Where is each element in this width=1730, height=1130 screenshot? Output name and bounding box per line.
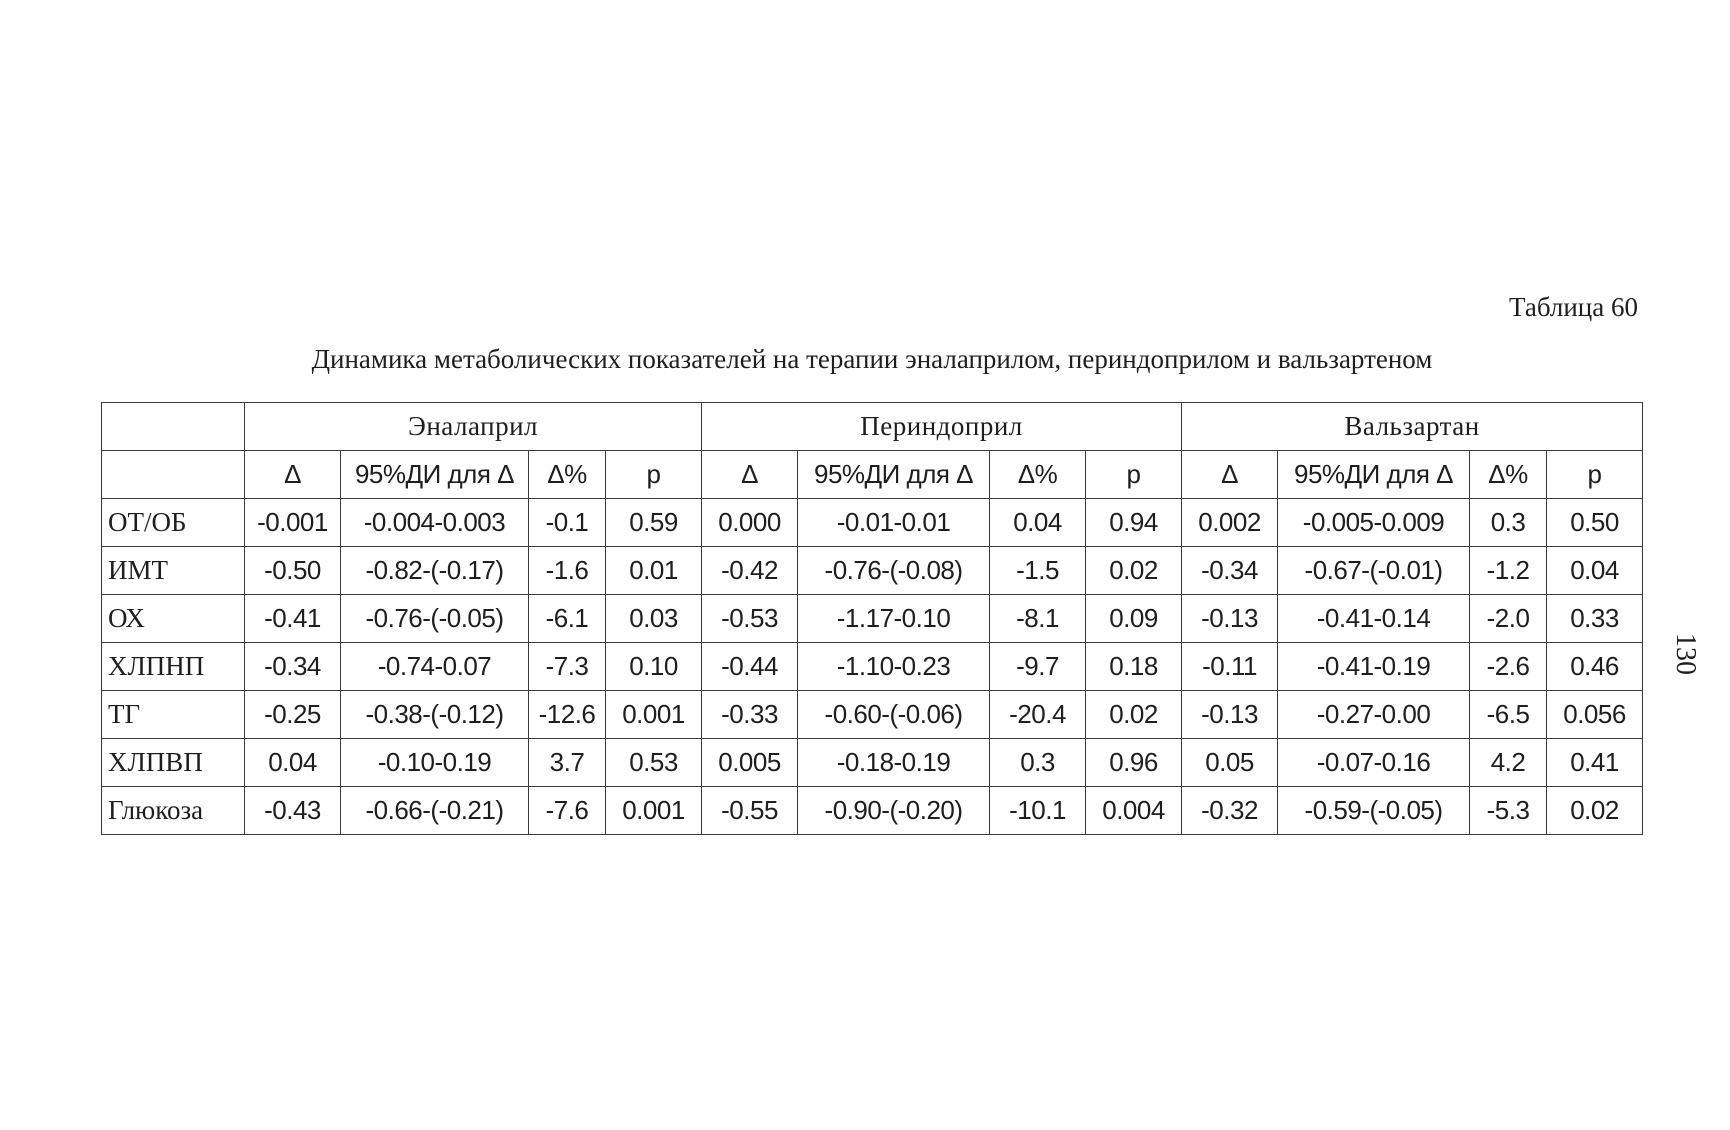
subheader-cell: 95%ДИ для Δ [1278, 451, 1470, 499]
table-cell: 3.7 [529, 739, 606, 787]
table-cell: 0.18 [1086, 643, 1182, 691]
subheader-cell: Δ% [990, 451, 1086, 499]
table-cell: -0.07-0.16 [1278, 739, 1470, 787]
table-cell: 0.004 [1086, 787, 1182, 835]
table-cell: -0.18-0.19 [798, 739, 990, 787]
table-row [102, 499, 1643, 547]
table-cell: 0.056 [1547, 691, 1643, 739]
subheader-cell: Δ [702, 451, 798, 499]
group-header-enalapril: Эналаприл [245, 403, 702, 451]
table-cell: 0.03 [606, 595, 702, 643]
table-cell: -1.6 [529, 547, 606, 595]
table-cell: 0.53 [606, 739, 702, 787]
table-cell: 0.005 [702, 739, 798, 787]
table-cell: -0.53 [702, 595, 798, 643]
table-row [102, 643, 1643, 691]
table-cell: -0.41-0.19 [1278, 643, 1470, 691]
row-label: ИМТ [102, 547, 245, 595]
table-cell: -0.33 [702, 691, 798, 739]
subheader-cell: p [1547, 451, 1643, 499]
table-cell: 0.41 [1547, 739, 1643, 787]
table-row [102, 787, 1643, 835]
table-cell: -0.76-(-0.05) [341, 595, 529, 643]
table-cell: 0.01 [606, 547, 702, 595]
table-cell: 0.3 [990, 739, 1086, 787]
table-cell: -1.2 [1470, 547, 1547, 595]
table-cell: -0.1 [529, 499, 606, 547]
subheader-corner-cell [102, 451, 245, 499]
table-cell: -20.4 [990, 691, 1086, 739]
subheader-cell: p [1086, 451, 1182, 499]
row-label: Глюкоза [102, 787, 245, 835]
table-cell: -0.004-0.003 [341, 499, 529, 547]
table-cell: 0.04 [245, 739, 341, 787]
table-cell: -0.60-(-0.06) [798, 691, 990, 739]
table-cell: -9.7 [990, 643, 1086, 691]
metabolic-dynamics-table [101, 402, 1643, 835]
table-cell: -2.6 [1470, 643, 1547, 691]
table-cell: -0.13 [1182, 595, 1278, 643]
table-cell: -0.001 [245, 499, 341, 547]
table-cell: -0.66-(-0.21) [341, 787, 529, 835]
table-cell: -0.38-(-0.12) [341, 691, 529, 739]
table-cell: -0.55 [702, 787, 798, 835]
table-cell: -0.34 [245, 643, 341, 691]
table-cell: 0.46 [1547, 643, 1643, 691]
table-cell: -1.17-0.10 [798, 595, 990, 643]
table-cell: -12.6 [529, 691, 606, 739]
table-cell: 0.59 [606, 499, 702, 547]
table-cell: -0.41 [245, 595, 341, 643]
subheader-cell: Δ [245, 451, 341, 499]
subheader-cell: Δ [1182, 451, 1278, 499]
table-cell: -0.44 [702, 643, 798, 691]
table-caption: Динамика метаболических показателей на терапии эналаприлом, периндоприлом и вальзартеном [311, 344, 1433, 374]
table-cell: 0.96 [1086, 739, 1182, 787]
table-row [102, 547, 1643, 595]
table-cell: -5.3 [1470, 787, 1547, 835]
table-cell: -6.5 [1470, 691, 1547, 739]
table-cell: -0.27-0.00 [1278, 691, 1470, 739]
table-cell: 0.001 [606, 691, 702, 739]
table-cell: -7.3 [529, 643, 606, 691]
table-cell: 0.04 [1547, 547, 1643, 595]
table-cell: 0.33 [1547, 595, 1643, 643]
table-label: Таблица 60 [1509, 292, 1638, 322]
table-cell: -0.74-0.07 [341, 643, 529, 691]
table-cell: 0.02 [1086, 547, 1182, 595]
group-header-row [102, 403, 1643, 451]
table-cell: -0.41-0.14 [1278, 595, 1470, 643]
group-header-valsartan: Вальзартан [1182, 403, 1643, 451]
table-cell: 0.002 [1182, 499, 1278, 547]
table-cell: -0.005-0.009 [1278, 499, 1470, 547]
table-row [102, 595, 1643, 643]
table-cell: -10.1 [990, 787, 1086, 835]
table-cell: 0.09 [1086, 595, 1182, 643]
row-label: ТГ [102, 691, 245, 739]
group-header-perindopril: Периндоприл [702, 403, 1182, 451]
table-cell: -0.59-(-0.05) [1278, 787, 1470, 835]
table-cell: -0.34 [1182, 547, 1278, 595]
subheader-row [102, 451, 1643, 499]
table-cell: -1.5 [990, 547, 1086, 595]
table-cell: -0.67-(-0.01) [1278, 547, 1470, 595]
table-cell: -0.25 [245, 691, 341, 739]
table-cell: 0.02 [1547, 787, 1643, 835]
table-cell: -0.50 [245, 547, 341, 595]
subheader-cell: p [606, 451, 702, 499]
table-body [102, 499, 1643, 835]
table-cell: 0.04 [990, 499, 1086, 547]
table-cell: 0.3 [1470, 499, 1547, 547]
table-row [102, 739, 1643, 787]
table-row [102, 691, 1643, 739]
row-label: ХЛПНП [102, 643, 245, 691]
table-cell: -0.76-(-0.08) [798, 547, 990, 595]
table-cell: -0.43 [245, 787, 341, 835]
table-cell: -0.90-(-0.20) [798, 787, 990, 835]
table-cell: -0.01-0.01 [798, 499, 990, 547]
table-cell: -0.32 [1182, 787, 1278, 835]
table-cell: 0.02 [1086, 691, 1182, 739]
subheader-cell: Δ% [529, 451, 606, 499]
table-cell: 0.94 [1086, 499, 1182, 547]
table-cell: 0.10 [606, 643, 702, 691]
table-cell: -0.13 [1182, 691, 1278, 739]
subheader-cell: 95%ДИ для Δ [798, 451, 990, 499]
subheader-cell: 95%ДИ для Δ [341, 451, 529, 499]
table-cell: -0.42 [702, 547, 798, 595]
table-cell: 0.000 [702, 499, 798, 547]
table-cell: -1.10-0.23 [798, 643, 990, 691]
table-cell: 0.001 [606, 787, 702, 835]
corner-cell [102, 403, 245, 451]
table-cell: 4.2 [1470, 739, 1547, 787]
table-cell: -2.0 [1470, 595, 1547, 643]
table-cell: -7.6 [529, 787, 606, 835]
table-cell: -0.82-(-0.17) [341, 547, 529, 595]
table-cell: -6.1 [529, 595, 606, 643]
row-label: ОХ [102, 595, 245, 643]
row-label: ОТ/ОБ [102, 499, 245, 547]
subheader-cell: Δ% [1470, 451, 1547, 499]
table-cell: -0.11 [1182, 643, 1278, 691]
table-cell: -8.1 [990, 595, 1086, 643]
page-number: 130 [1670, 633, 1701, 675]
table-cell: 0.05 [1182, 739, 1278, 787]
table-cell: 0.50 [1547, 499, 1643, 547]
table-cell: -0.10-0.19 [341, 739, 529, 787]
row-label: ХЛПВП [102, 739, 245, 787]
